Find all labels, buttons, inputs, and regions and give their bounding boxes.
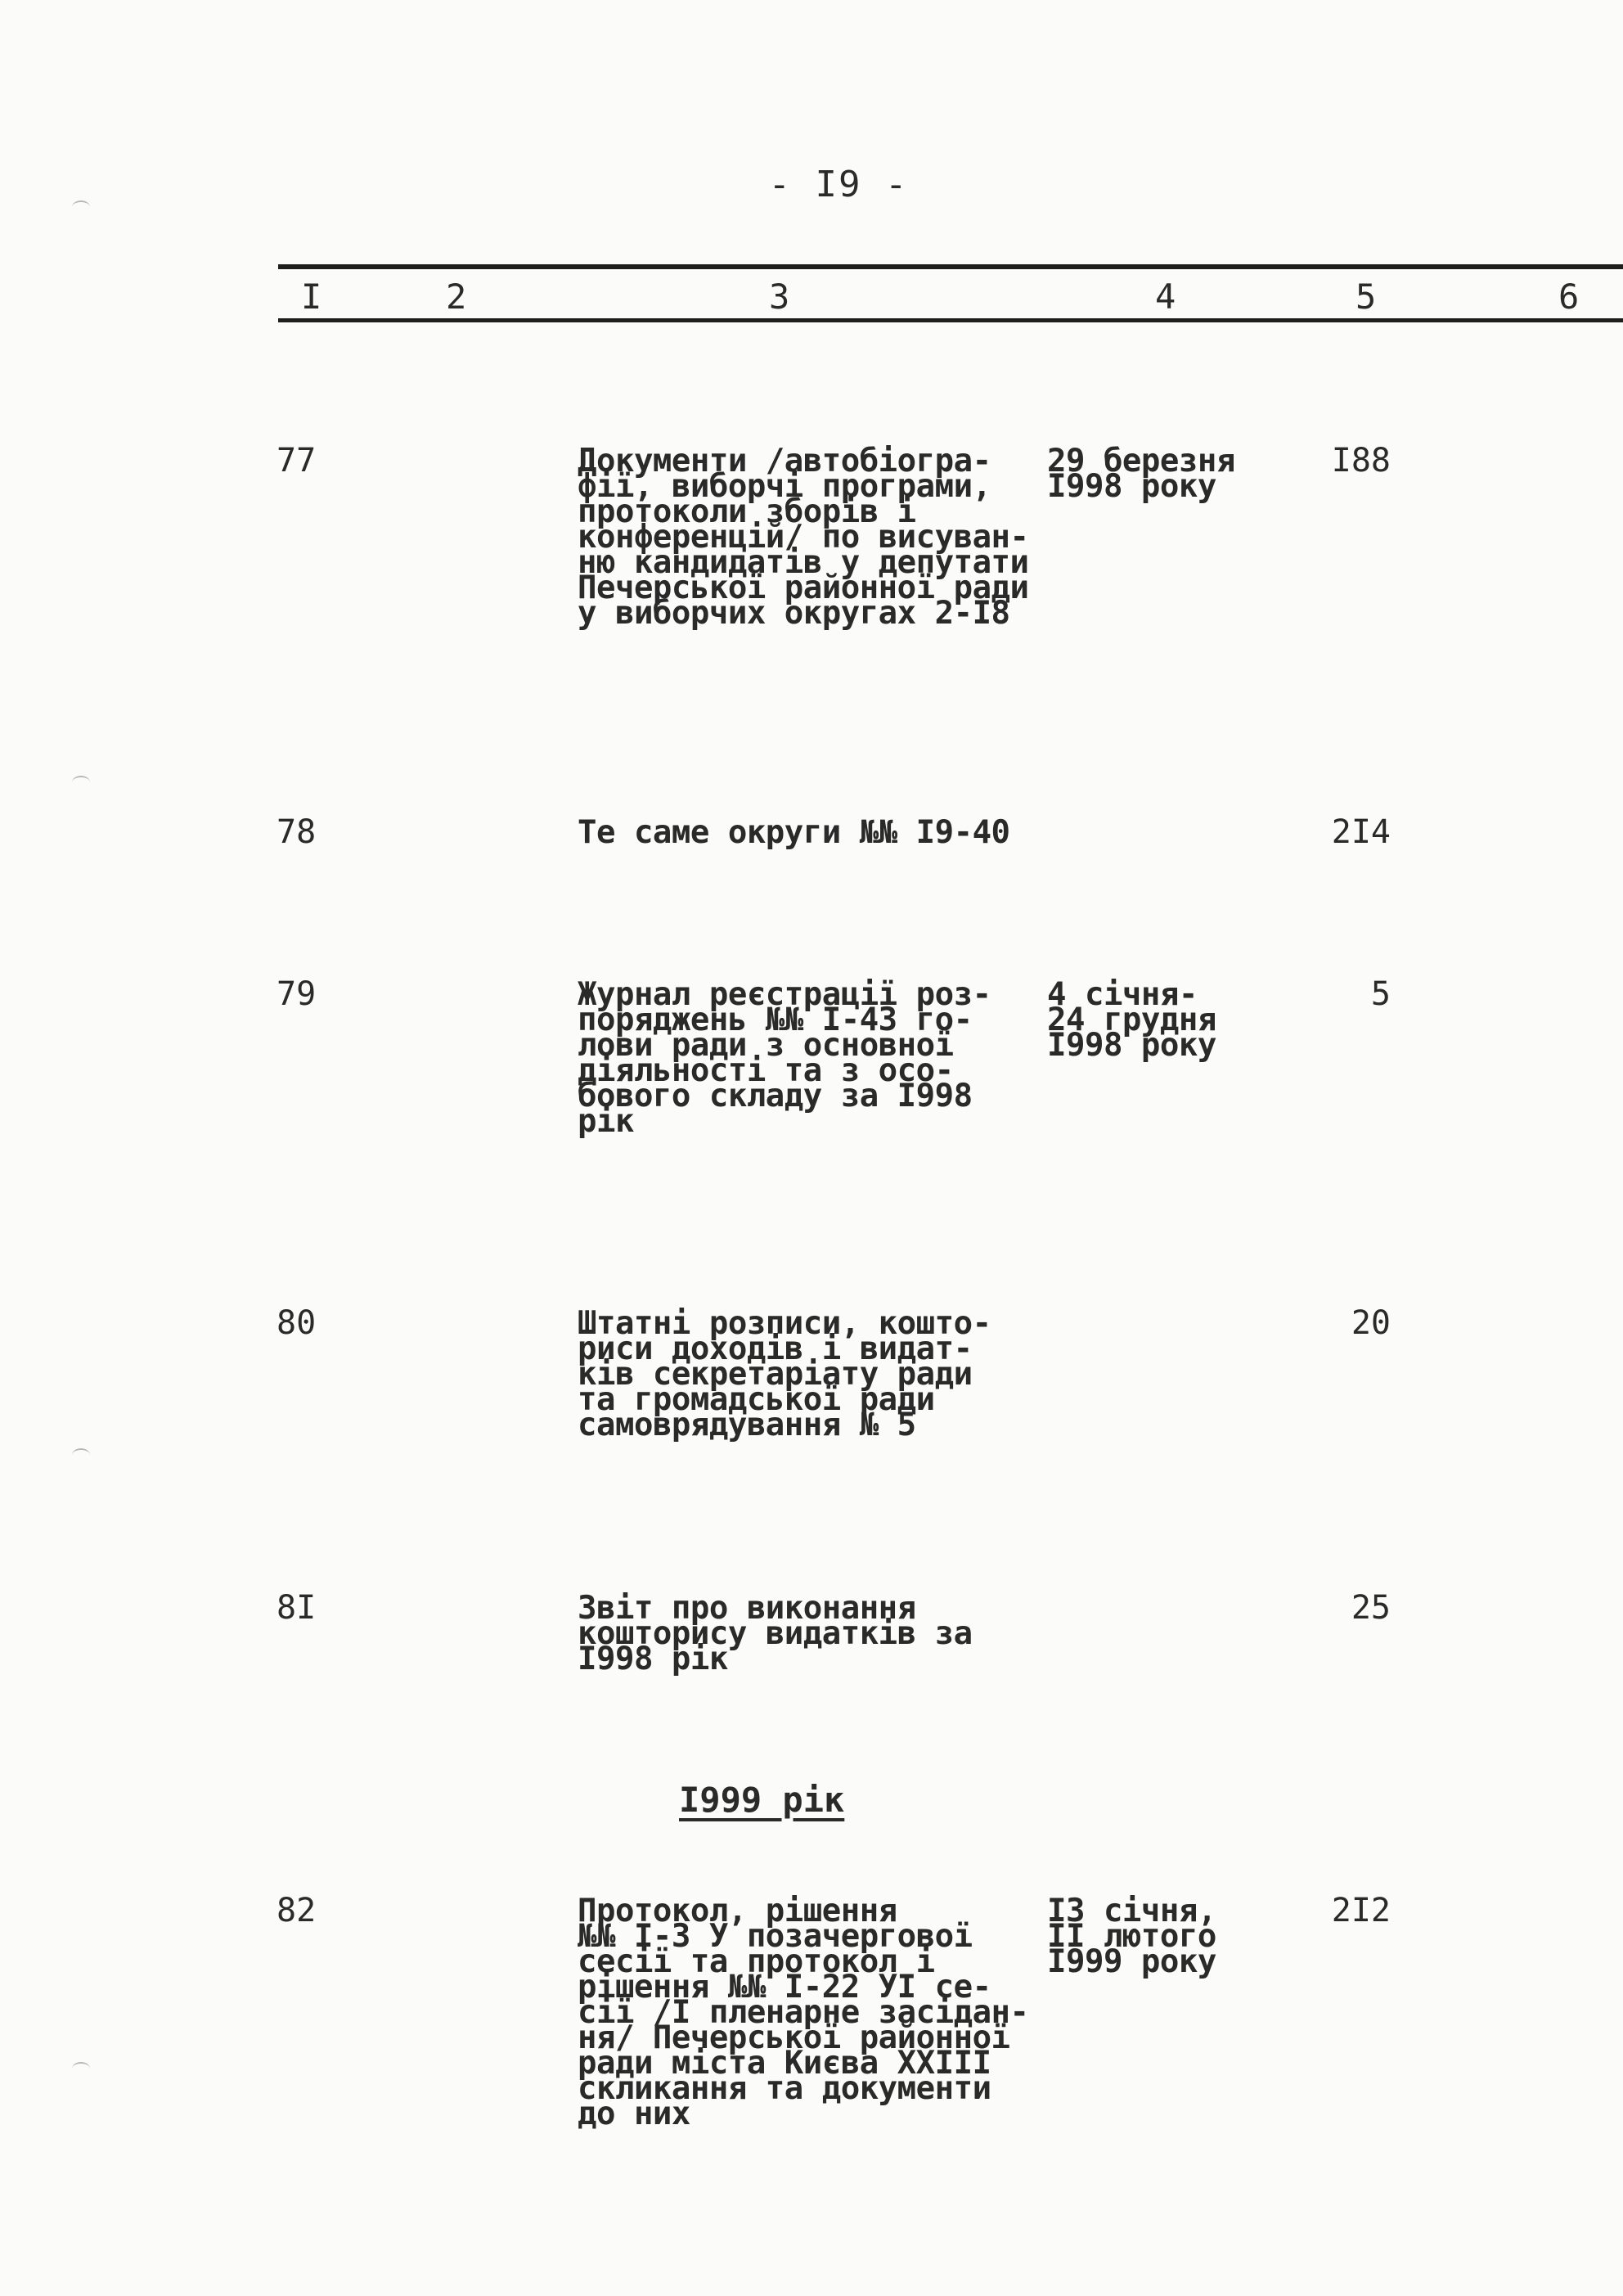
table-header-bottom-rule — [278, 318, 1623, 322]
year-section-heading: I999 рік — [679, 1780, 845, 1820]
row-description: Документи /автобіогра- фії, виборчі програми, протоколи зборів і конференцій/ по висуван- ню кандидатів у депутати Печерської районної ради у виборчих округах 2-I8 — [578, 443, 1029, 632]
row-sheet-count: I88 — [1331, 442, 1391, 479]
row-sheet-count: 2I2 — [1331, 1892, 1391, 1929]
row-date: 4 січня- 24 грудня I998 року — [1047, 976, 1216, 1064]
row-description: Протокол, рішення №№ I-3 У позачергової сесії та протокол і рішення №№ I-22 УI се- сії /I пленарне засідан- ня/ Печерської районної ради міста Києва XXIII скликання та документи до них — [578, 1893, 1029, 2132]
row-date: I3 січня, II лютого I999 року — [1047, 1893, 1216, 1980]
row-number: 80 — [276, 1304, 317, 1342]
punch-hole-mark — [72, 776, 90, 789]
row-number: 78 — [276, 813, 317, 851]
column-number-5: 5 — [1355, 277, 1377, 317]
row-description: Журнал реєстрації роз- поряджень №№ I-43 го- лови ради з основної діяльності та з осо- бового складу за I998 рік — [578, 976, 991, 1140]
row-description: Звіт про виконання кошторису видатків за I998 рік — [578, 1590, 973, 1677]
column-number-6: 6 — [1558, 277, 1580, 317]
column-number-4: 4 — [1155, 277, 1176, 317]
punch-hole-mark — [72, 1448, 90, 1461]
row-date: 29 березня I998 року — [1047, 443, 1235, 505]
row-sheet-count: 20 — [1351, 1304, 1391, 1342]
punch-hole-mark — [72, 2062, 90, 2075]
row-sheet-count: 5 — [1370, 975, 1391, 1013]
column-number-2: 2 — [446, 277, 467, 317]
row-description: Штатні розписи, кошто- риси доходів і видат- ків секретаріату ради та громадської ради самоврядування № 5 — [578, 1305, 991, 1443]
row-number: 82 — [276, 1892, 317, 1929]
row-number: 8I — [276, 1589, 317, 1627]
column-number-3: 3 — [769, 277, 790, 317]
row-number: 77 — [276, 442, 317, 479]
row-sheet-count: 25 — [1351, 1589, 1391, 1627]
row-number: 79 — [276, 975, 317, 1013]
column-number-1: I — [301, 277, 322, 317]
row-sheet-count: 2I4 — [1331, 813, 1391, 851]
table-header-top-rule — [278, 264, 1623, 269]
page-number: - I9 - — [768, 164, 909, 205]
row-description: Те саме округи №№ I9-40 — [578, 814, 1010, 851]
